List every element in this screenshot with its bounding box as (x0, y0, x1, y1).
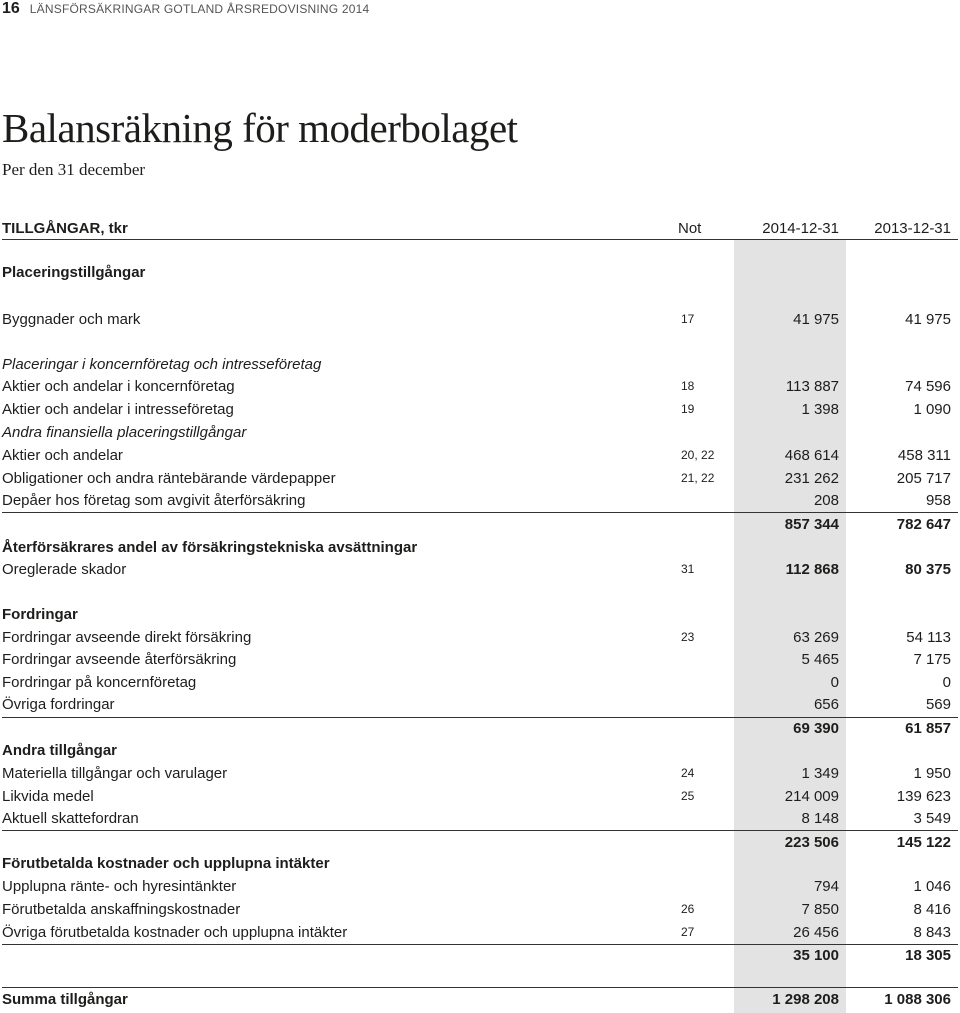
page-title: Balansräkning för moderbolaget (2, 105, 518, 151)
row-value-2014: 26 456 (793, 924, 839, 941)
row-label: Förutbetalda anskaffningskostnader (2, 901, 241, 918)
header-rule (2, 239, 958, 240)
row-value-2014: 1 398 (801, 401, 839, 418)
row-note: 23 (681, 630, 695, 644)
row-label: Depåer hos företag som avgivit återförsäkring (2, 492, 306, 509)
page-subtitle: Per den 31 december (2, 160, 146, 179)
subtotal-row (0, 832, 960, 854)
subtotal-row (0, 718, 960, 740)
row-label: Placeringstillgångar (2, 264, 146, 281)
row-value-2013: 458 311 (897, 447, 951, 464)
row-label: Likvida medel (2, 788, 94, 805)
row-value-2014: 656 (813, 696, 839, 713)
table-row (0, 694, 960, 716)
row-label: Fordringar (2, 606, 78, 623)
row-note: 26 (681, 902, 695, 916)
table-row (0, 604, 960, 626)
row-label: Aktuell skattefordran (2, 810, 139, 827)
total-rule (2, 987, 958, 988)
total-2014: 1 298 208 (772, 991, 839, 1008)
row-value-2014: 63 269 (793, 629, 839, 646)
row-label: Aktier och andelar i intresseföretag (2, 401, 234, 418)
table-row (0, 376, 960, 398)
row-label: Oreglerade skador (2, 561, 127, 578)
row-label: Övriga fordringar (2, 696, 115, 713)
table-header (0, 218, 960, 240)
table-row (0, 537, 960, 559)
header-label: TILLGÅNGAR, tkr (2, 220, 128, 237)
row-value-2013: 1 046 (913, 878, 951, 895)
row-note: 27 (681, 925, 695, 939)
table-row (0, 853, 960, 875)
subtotal-2013: 145 122 (896, 834, 951, 851)
row-value-2014: 1 349 (801, 765, 839, 782)
row-label: Placeringar i koncernföretag och intresseföretag (2, 356, 322, 373)
header-note: Not (678, 220, 702, 237)
table-row (0, 740, 960, 762)
row-value-2014: 113 887 (785, 378, 839, 395)
table-row (0, 672, 960, 694)
row-label: Materiella tillgångar och varulager (2, 765, 228, 782)
row-note: 18 (681, 379, 695, 393)
table-row (0, 627, 960, 649)
row-note: 19 (681, 402, 695, 416)
table-row (0, 763, 960, 785)
row-value-2014: 8 148 (801, 810, 839, 827)
row-label: Obligationer och andra räntebärande värdepapper (2, 470, 336, 487)
row-value-2013: 569 (925, 696, 951, 713)
row-value-2013: 139 623 (896, 788, 951, 805)
row-value-2014: 208 (813, 492, 839, 509)
row-value-2013: 1 090 (913, 401, 951, 418)
row-value-2013: 1 950 (913, 765, 951, 782)
row-note: 31 (681, 562, 695, 576)
row-value-2013: 41 975 (905, 311, 951, 328)
row-value-2013: 3 549 (913, 810, 951, 827)
row-value-2013: 958 (925, 492, 951, 509)
subtotal-2013: 18 305 (905, 947, 951, 964)
row-value-2013: 8 843 (913, 924, 951, 941)
row-note: 21, 22 (681, 471, 715, 485)
row-label: Fordringar avseende direkt försäkring (2, 629, 252, 646)
subtotal-2013: 782 647 (896, 516, 951, 533)
row-value-2014: 214 009 (784, 788, 839, 805)
table-row (0, 468, 960, 490)
subtotal-2014: 223 506 (784, 834, 839, 851)
running-title: LÄNSFÖRSÄKRINGAR GOTLAND ÅRSREDOVISNING 2014 (29, 2, 370, 16)
row-value-2013: 7 175 (913, 651, 951, 668)
total-label: Summa tillgångar (2, 991, 128, 1008)
row-value-2014: 41 975 (793, 311, 839, 328)
subtotal-row (0, 945, 960, 967)
row-value-2014: 468 614 (784, 447, 839, 464)
subtotal-rule (2, 830, 958, 831)
row-label: Andra finansiella placeringstillgångar (2, 424, 247, 441)
subtotal-2013: 61 857 (905, 720, 951, 737)
row-note: 24 (681, 766, 695, 780)
row-value-2014: 7 850 (801, 901, 839, 918)
table-row (0, 786, 960, 808)
table-row (0, 649, 960, 671)
subtotal-2014: 69 390 (793, 720, 839, 737)
row-label: Förutbetalda kostnader och upplupna intäkter (2, 855, 330, 872)
table-row (0, 808, 960, 830)
row-label: Fordringar avseende återförsäkring (2, 651, 237, 668)
page-header (2, 0, 369, 18)
row-note: 17 (681, 312, 695, 326)
table-row (0, 422, 960, 444)
subtotal-2014: 857 344 (784, 516, 839, 533)
row-label: Andra tillgångar (2, 742, 118, 759)
row-label: Aktier och andelar i koncernföretag (2, 378, 235, 395)
table-row (0, 559, 960, 581)
row-value-2013: 205 717 (896, 470, 951, 487)
table-row (0, 445, 960, 467)
row-label: Övriga förutbetalda kostnader och upplupna intäkter (2, 924, 348, 941)
table-row (0, 490, 960, 512)
row-value-2014: 794 (813, 878, 839, 895)
subtotal-row (0, 514, 960, 536)
row-label: Återförsäkrares andel av försäkringstekniska avsättningar (2, 539, 418, 556)
row-label: Fordringar på koncernföretag (2, 674, 197, 691)
table-row (0, 922, 960, 944)
table-row (0, 262, 960, 284)
table-row (0, 899, 960, 921)
row-value-2014: 5 465 (801, 651, 839, 668)
header-year-2013: 2013-12-31 (874, 220, 951, 237)
table-row (0, 309, 960, 331)
row-label: Upplupna ränte- och hyresintänkter (2, 878, 237, 895)
row-value-2013: 80 375 (905, 561, 951, 578)
subtotal-rule (2, 512, 958, 513)
total-2013: 1 088 306 (884, 991, 951, 1008)
row-label: Byggnader och mark (2, 311, 141, 328)
row-note: 25 (681, 789, 695, 803)
table-row (0, 354, 960, 376)
row-value-2013: 74 596 (905, 378, 951, 395)
row-label: Aktier och andelar (2, 447, 123, 464)
page-number: 16 (2, 0, 20, 17)
row-value-2013: 8 416 (913, 901, 951, 918)
row-value-2014: 231 262 (784, 470, 839, 487)
row-note: 20, 22 (681, 448, 715, 462)
row-value-2014: 0 (830, 674, 839, 691)
row-value-2013: 0 (942, 674, 951, 691)
row-value-2013: 54 113 (906, 629, 951, 646)
row-value-2014: 112 868 (785, 561, 839, 578)
table-row (0, 399, 960, 421)
table-row (0, 876, 960, 898)
header-year-2014: 2014-12-31 (762, 220, 839, 237)
total-row (0, 989, 960, 1011)
subtotal-2014: 35 100 (793, 947, 839, 964)
